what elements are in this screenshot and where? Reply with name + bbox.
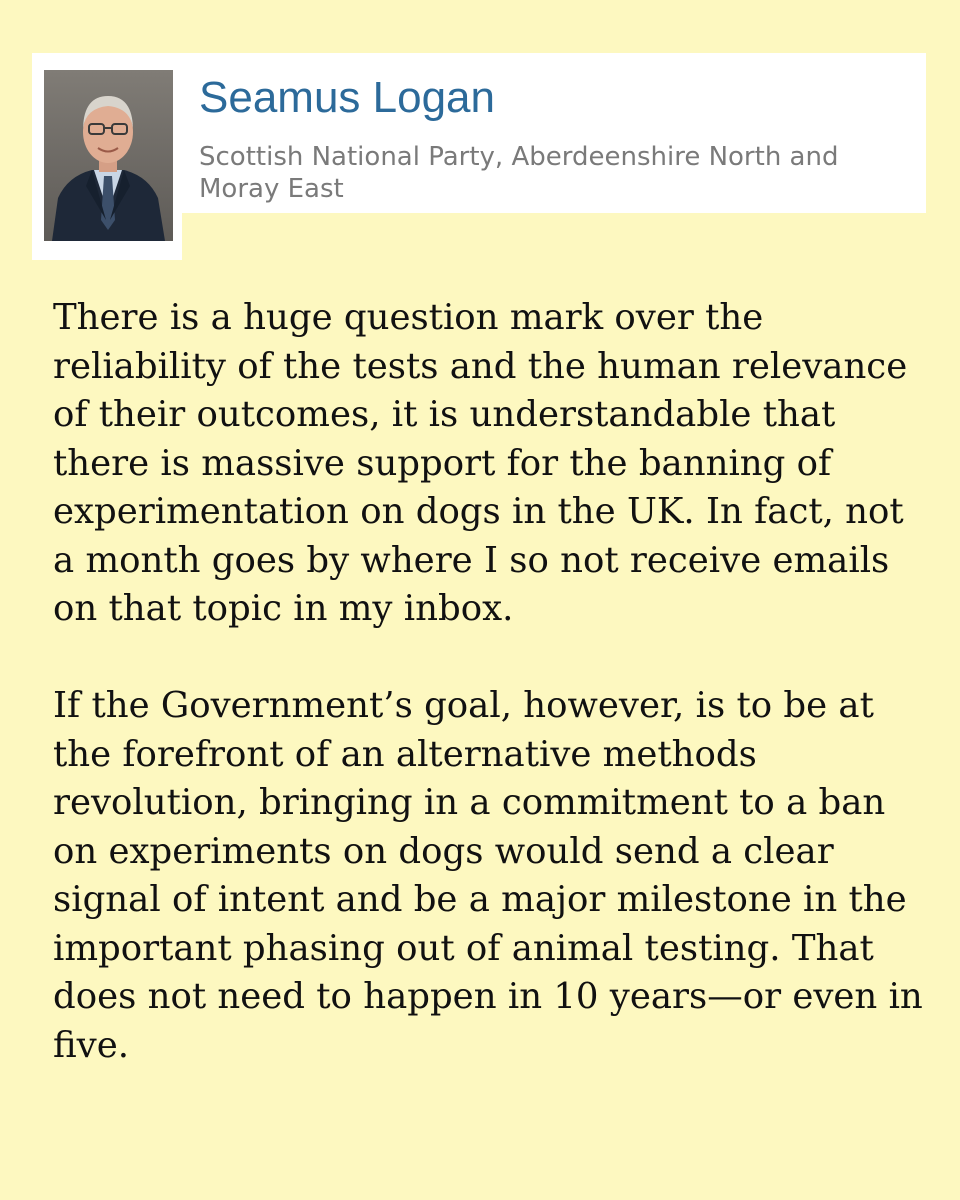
quote-body [53,294,933,1070]
member-name: Seamus Logan [199,73,495,122]
quote-paragraph: If the Government’s goal, however, is to be at the forefront of an alternative methods revolution, bringing in a commitment to a ban on experiments on dogs would send a clear signal of intent and be a major milestone in the important phasing out of animal testing. That does not need to happen in 10 years—or even in five. [53,685,923,1066]
member-photo [44,70,173,241]
quote-paragraph: There is a huge question mark over the reliability of the tests and the human relevance of their outcomes, it is understandable that there is massive support for the banning of experimentation on dogs in the UK. In fact, not a month goes by where I so not receive emails on that topic in my inbox. [53,297,908,629]
member-affiliation: Scottish National Party, Aberdeenshire North and Moray East [199,142,839,204]
